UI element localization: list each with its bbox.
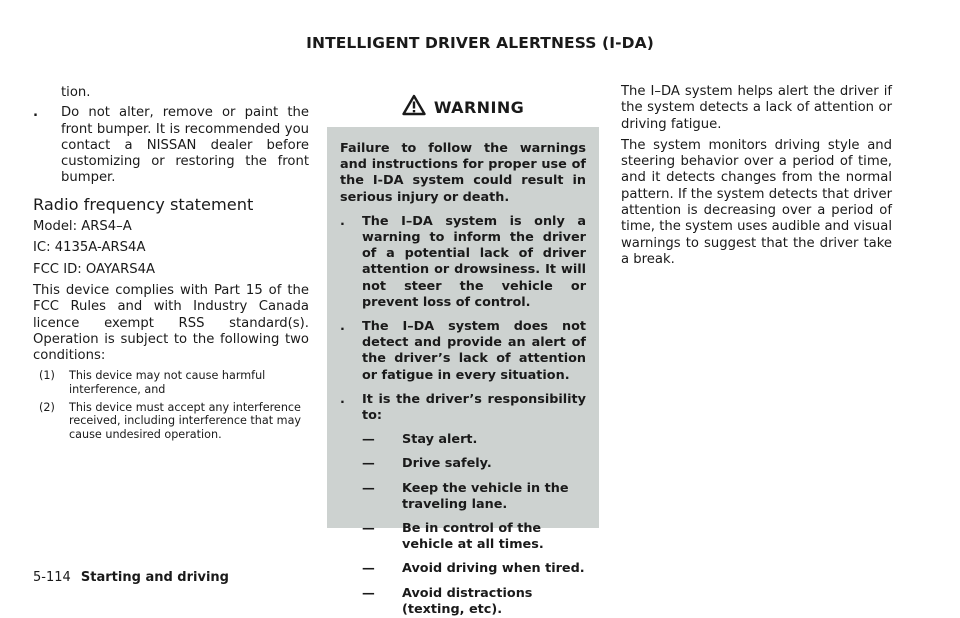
condition-text: This device must accept any interference received, including interference that may cause undesired operation. [69,400,302,441]
warning-bullet-text: The I–DA system does not detect and provide an alert of the driver’s lack of attention or fatigue in every situation. [362,319,586,383]
condition-text: This device may not cause harmful interference, and [69,369,266,397]
warning-bullet-text: It is the driver’s responsibility to: [362,391,586,424]
bullet-marker: . [33,105,39,121]
condition-item [33,369,309,396]
dash-item-text: Avoid driving when tired. [402,561,585,577]
bumper-bullet [33,105,309,186]
warning-bullet [340,319,586,384]
dash-item-text: Be in control of the vehicle at all times. [402,521,544,553]
dash-marker: — [362,521,375,537]
page-footer [33,570,229,585]
right-column [621,84,892,273]
dash-marker: — [362,561,375,577]
warning-dash-item [362,456,586,472]
dash-item-text: Drive safely. [402,456,492,472]
dash-marker: — [362,585,375,601]
dash-item-text: Stay alert. [402,432,478,448]
continuation-text: tion. [61,85,91,100]
warning-intro: Failure to follow the warnings and instructions for proper use of the I-DA system could result in serious injury or death. [340,141,586,205]
radio-frequency-heading: Radio frequency statement [33,194,254,214]
page-number: 5-114 [33,570,71,585]
bullet-marker: . [340,391,345,407]
fcc-id-line: FCC ID: OAYARS4A [33,261,156,277]
warning-box [327,87,599,617]
condition-number: (1) [39,369,55,383]
warning-header [327,87,599,129]
warning-bullet [340,392,586,424]
warning-triangle-icon [402,94,426,120]
dash-marker: — [362,456,375,472]
ida-monitor-paragraph: The system monitors driving style and steering behavior over a period of time, and it detects changes from the normal pattern. If the system detects that driver attention is decreasing over a period of time, the system uses audible and visual warnings to suggest that the driver take a break. [621,137,892,267]
condition-number: (2) [39,400,55,414]
footer-section-name: Starting and driving [80,570,229,585]
warning-dash-item [362,521,586,553]
bullet-marker: . [340,319,345,335]
warning-body [327,129,599,618]
warning-title: WARNING [433,97,525,117]
compliance-paragraph: This device complies with Part 15 of the FCC Rules and with Industry Canada licence exempt RSS standard(s). Operation is subject to the following two conditions: [33,282,309,364]
condition-item [33,401,309,442]
ida-intro-paragraph: The I–DA system helps alert the driver if the system detects a lack of attention or driving fatigue. [621,84,892,132]
left-column [33,85,309,445]
bullet-text: Do not alter, remove or paint the front bumper. It is recommended you contact a NISSAN dealer before customizing or restoring the front bumper. [61,105,309,186]
warning-dash-item [362,586,586,618]
section-title: INTELLIGENT DRIVER ALERTNESS (I-DA) [306,34,654,52]
warning-dash-item [362,432,586,448]
bullet-marker: . [340,213,345,229]
warning-dash-item [362,561,586,577]
model-line: Model: ARS4–A [33,219,132,235]
dash-marker: — [362,432,375,448]
dash-item-text: Keep the vehicle in the traveling lane. [402,480,569,512]
dash-marker: — [362,480,375,496]
ic-line: IC: 4135A-ARS4A [33,240,146,256]
dash-item-text: Avoid distractions (texting, etc). [402,585,533,617]
warning-bullet-text: The I–DA system is only a warning to inform the driver of a potential lack of driver attention or drowsiness. It will not steer the vehicle or prevent loss of control. [362,213,586,310]
warning-bullet [340,214,586,311]
warning-dash-item [362,481,586,513]
